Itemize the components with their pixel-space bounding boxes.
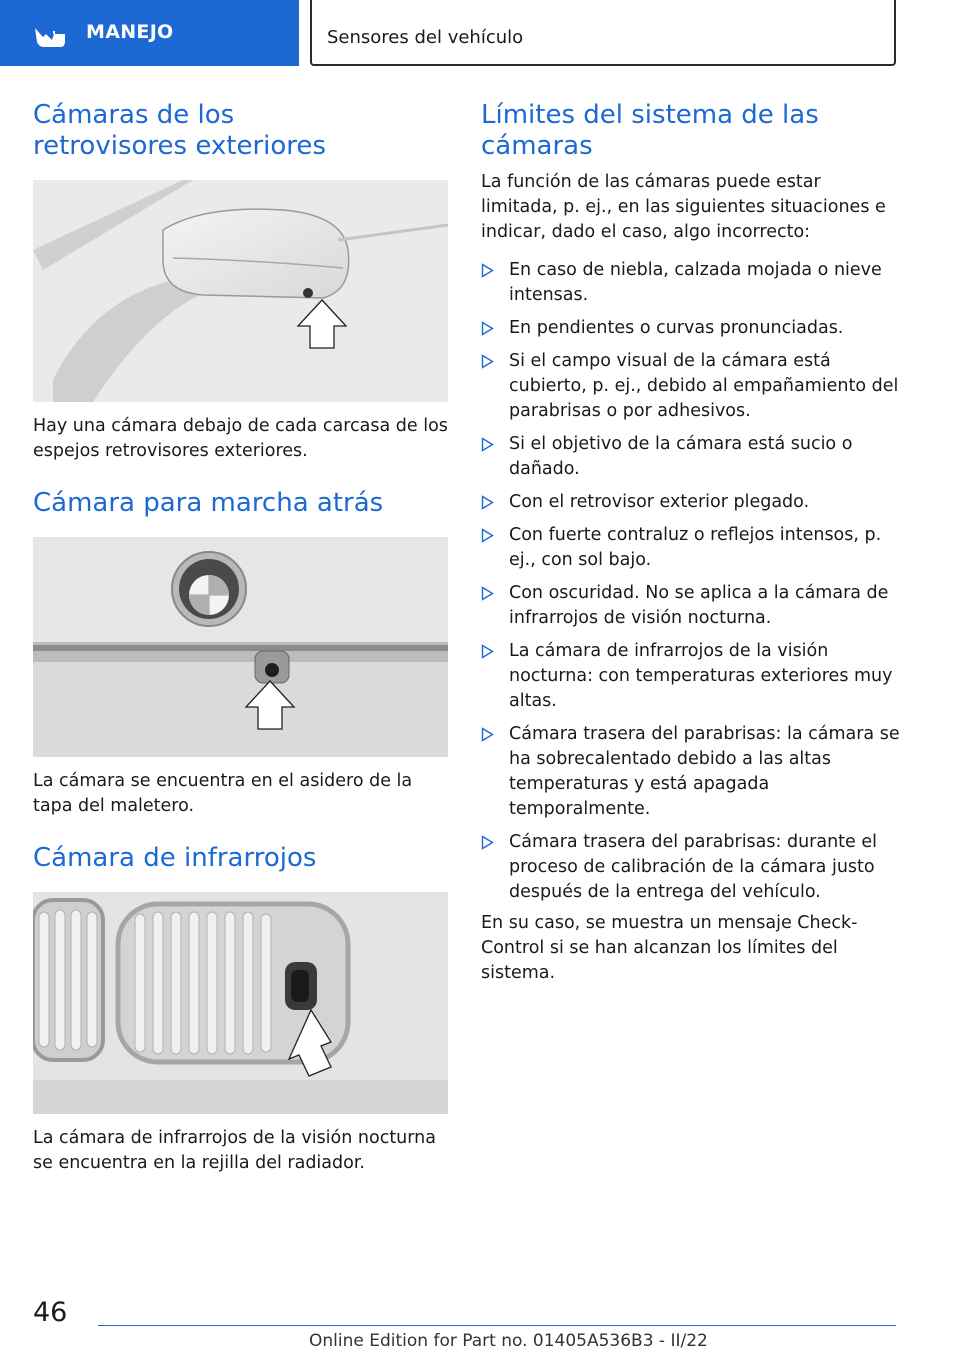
heading-infrared-camera: Cámara de infrarrojos — [33, 843, 317, 873]
list-item: En caso de niebla, calzada mojada o nieve intensas. — [481, 258, 901, 308]
section-label: MANEJO — [86, 21, 174, 43]
triangle-bullet-icon — [481, 644, 494, 659]
heading-system-limits: Límites del sistema de las cámaras — [481, 100, 819, 161]
list-item: Con fuerte contraluz o reflejos intensos, p. ej., con sol bajo. — [481, 523, 901, 573]
list-item: Si el objetivo de la cámara está sucio o dañado. — [481, 432, 901, 482]
edition-text: Online Edition for Part no. 01405A536B3 - II/22 — [309, 1331, 708, 1351]
triangle-bullet-icon — [481, 354, 494, 369]
heading-mirror-cameras: Cámaras de los retrovisores exteriores — [33, 100, 326, 161]
list-item: Si el campo visual de la cámara está cubierto, p. ej., debido al empañamiento del parabrisas o por adhesivos. — [481, 349, 901, 424]
mirror-camera-text: Hay una cámara debajo de cada carcasa de los espejos retrovisores exteriores. — [33, 416, 448, 461]
limits-list — [481, 258, 901, 905]
reverse-camera-figure — [33, 537, 448, 757]
list-item: En pendientes o curvas pronunciadas. — [481, 316, 901, 341]
infrared-camera-figure — [33, 892, 448, 1114]
triangle-bullet-icon — [481, 727, 494, 742]
page-number: 46 — [33, 1297, 68, 1328]
triangle-bullet-icon — [481, 835, 494, 850]
driving-hand-icon — [30, 20, 70, 50]
triangle-bullet-icon — [481, 437, 494, 452]
list-item: Cámara trasera del parabrisas: durante el proceso de calibración de la cámara justo después de la entrega del vehículo. — [481, 830, 901, 905]
list-item: La cámara de infrarrojos de la visión nocturna: con temperaturas exteriores muy altas. — [481, 639, 901, 714]
section-tab — [0, 0, 299, 66]
triangle-bullet-icon — [481, 495, 494, 510]
limits-outro: En su caso, se muestra un mensaje Check-Control si se han alcanzan los límites del sistema. — [481, 913, 858, 983]
list-item: Con oscuridad. No se aplica a la cámara de infrarrojos de visión nocturna. — [481, 581, 901, 631]
triangle-bullet-icon — [481, 321, 494, 336]
limits-intro: La función de las cámaras puede estar limitada, p. ej., en las siguientes situaciones e indicar, dado el caso, algo incorrecto: — [481, 172, 886, 242]
list-item: Con el retrovisor exterior plegado. — [481, 490, 901, 515]
left-column — [33, 100, 448, 1176]
heading-reverse-camera: Cámara para marcha atrás — [33, 488, 384, 518]
mirror-camera-figure — [33, 180, 448, 402]
triangle-bullet-icon — [481, 263, 494, 278]
right-column — [481, 100, 901, 986]
triangle-bullet-icon — [481, 528, 494, 543]
chapter-title: Sensores del vehículo — [327, 27, 524, 48]
reverse-camera-text: La cámara se encuentra en el asidero de la tapa del maletero. — [33, 771, 413, 816]
infrared-camera-text: La cámara de infrarrojos de la visión nocturna se encuentra en la rejilla del radiador. — [33, 1128, 436, 1173]
list-item: Cámara trasera del parabrisas: la cámara se ha sobrecalentado debido a las altas temperaturas y está apagada temporalmente. — [481, 722, 901, 822]
triangle-bullet-icon — [481, 586, 494, 601]
footer-divider — [98, 1325, 896, 1326]
page-header — [0, 0, 960, 66]
